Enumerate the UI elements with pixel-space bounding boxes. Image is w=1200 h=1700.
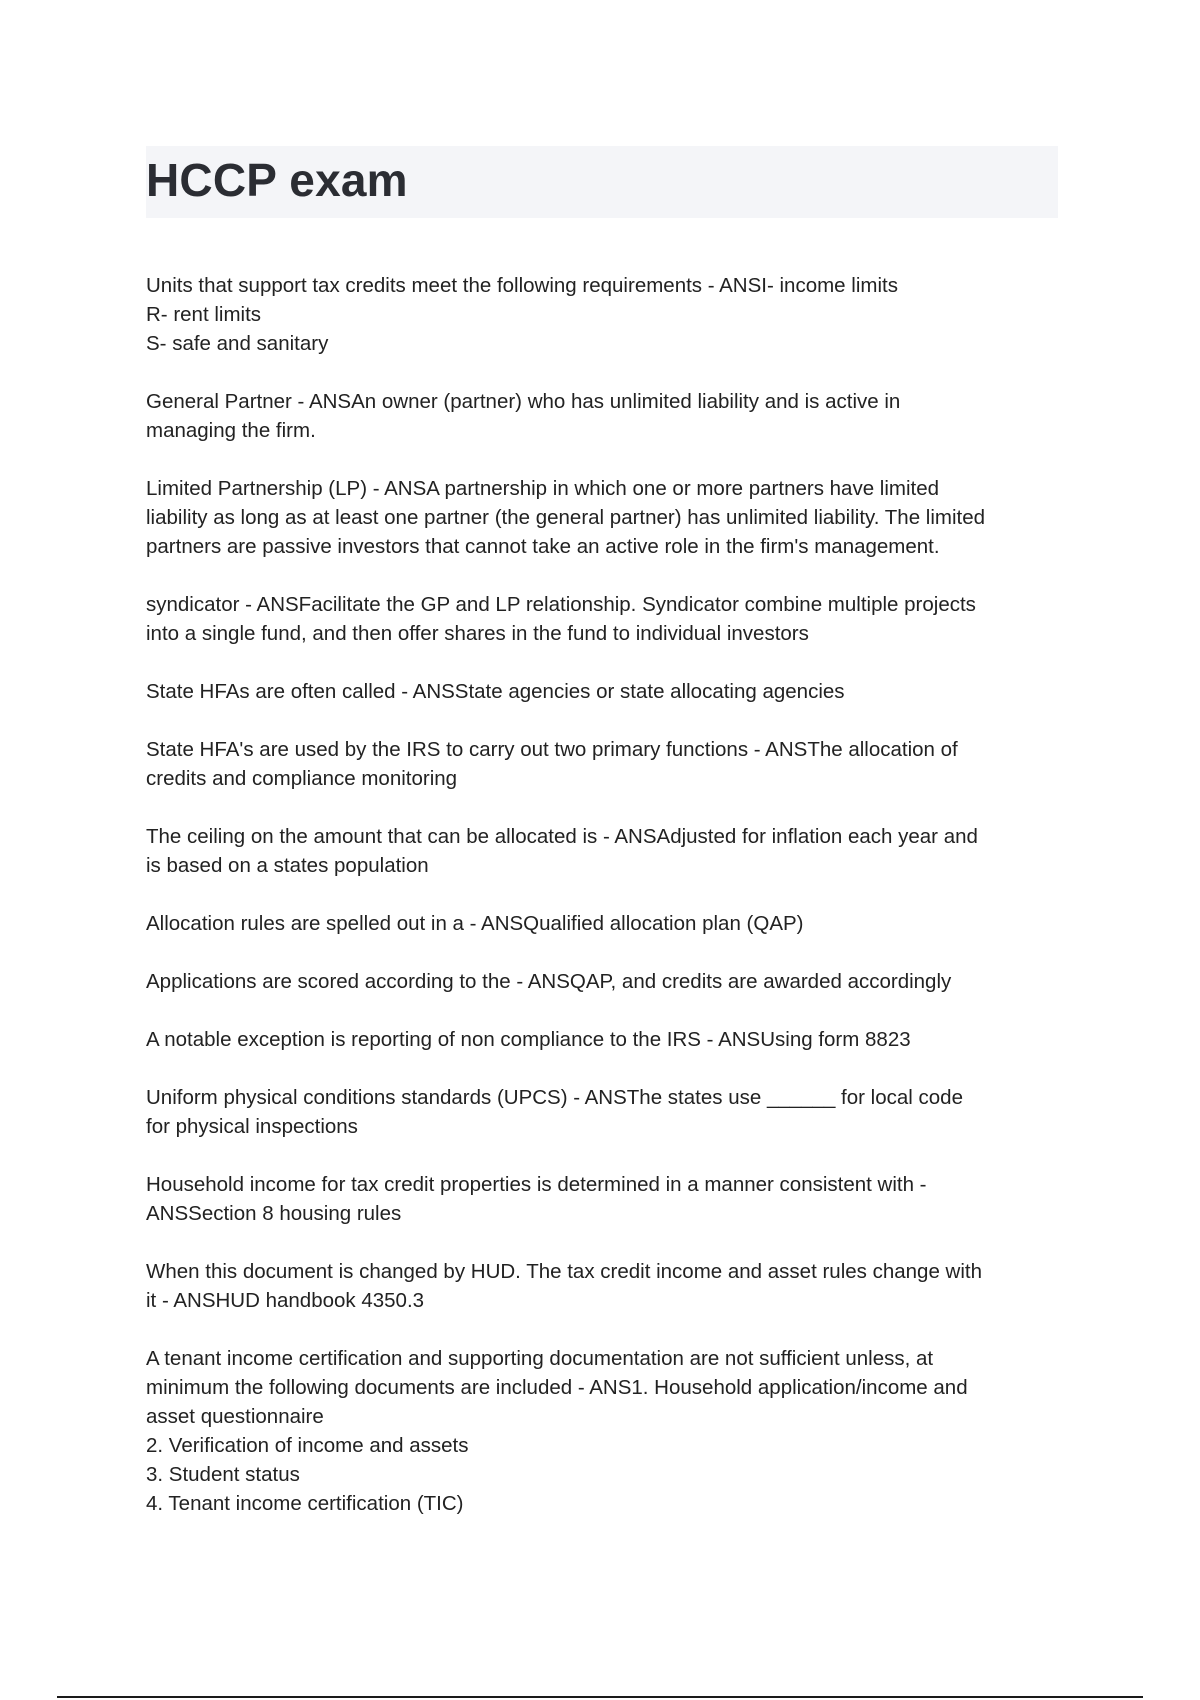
entry-line: When this document is changed by HUD. The tax credit income and asset rules change with	[146, 1260, 982, 1283]
flashcard-entry	[146, 677, 1066, 706]
entry-line: 3. Student status	[146, 1463, 300, 1486]
entry-line: for physical inspections	[146, 1115, 358, 1138]
entry-line: ANSSection 8 housing rules	[146, 1202, 402, 1225]
entry-line: Uniform physical conditions standards (UPCS) - ANSThe states use ______ for local code	[146, 1086, 963, 1109]
entry-line: is based on a states population	[146, 854, 429, 877]
flashcard-entry	[146, 271, 1066, 358]
flashcard-entry	[146, 590, 1066, 648]
entry-line: Household income for tax credit properties is determined in a manner consistent with -	[146, 1173, 927, 1196]
entry-line: minimum the following documents are included - ANS1. Household application/income and	[146, 1376, 968, 1399]
flashcard-entry	[146, 1170, 1066, 1228]
flashcard-entry	[146, 387, 1066, 445]
flashcard-entry	[146, 735, 1066, 793]
entry-line: A notable exception is reporting of non compliance to the IRS - ANSUsing form 8823	[146, 1028, 911, 1051]
entry-line: credits and compliance monitoring	[146, 767, 458, 790]
entry-line: Units that support tax credits meet the following requirements - ANSI- income limits	[146, 274, 898, 297]
flashcard-list	[146, 271, 1066, 1547]
entry-line: State HFA's are used by the IRS to carry out two primary functions - ANSThe allocation of	[146, 738, 958, 761]
entry-line: Limited Partnership (LP) - ANSA partnership in which one or more partners have limited	[146, 477, 940, 500]
flashcard-entry	[146, 474, 1066, 561]
entry-line: managing the firm.	[146, 419, 316, 442]
title-banner	[146, 146, 1058, 218]
entry-line: Allocation rules are spelled out in a - ANSQualified allocation plan (QAP)	[146, 912, 804, 935]
flashcard-entry	[146, 822, 1066, 880]
entry-line: S- safe and sanitary	[146, 332, 329, 355]
flashcard-entry	[146, 1257, 1066, 1315]
entry-line: liability as long as at least one partner (the general partner) has unlimited liability. The limited	[146, 506, 986, 529]
entry-line: A tenant income certification and supporting documentation are not sufficient unless, at	[146, 1347, 934, 1370]
entry-line: Applications are scored according to the - ANSQAP, and credits are awarded accordingly	[146, 970, 952, 993]
entry-line: The ceiling on the amount that can be allocated is - ANSAdjusted for inflation each year and	[146, 825, 978, 848]
flashcard-entry	[146, 1344, 1066, 1518]
entry-line: R- rent limits	[146, 303, 262, 326]
entry-line: it - ANSHUD handbook 4350.3	[146, 1289, 425, 1312]
entry-line: into a single fund, and then offer shares in the fund to individual investors	[146, 622, 809, 645]
entry-line: partners are passive investors that cannot take an active role in the firm's management.	[146, 535, 940, 558]
entry-line: 2. Verification of income and assets	[146, 1434, 469, 1457]
page-title: HCCP exam	[146, 154, 408, 206]
footer-divider	[57, 1696, 1143, 1698]
flashcard-entry	[146, 1083, 1066, 1141]
entry-line: State HFAs are often called - ANSState agencies or state allocating agencies	[146, 680, 845, 703]
flashcard-entry	[146, 1025, 1066, 1054]
entry-line: asset questionnaire	[146, 1405, 324, 1428]
entry-line: syndicator - ANSFacilitate the GP and LP relationship. Syndicator combine multiple projects	[146, 593, 976, 616]
flashcard-entry	[146, 909, 1066, 938]
entry-line: 4. Tenant income certification (TIC)	[146, 1492, 464, 1515]
flashcard-entry	[146, 967, 1066, 996]
entry-line: General Partner - ANSAn owner (partner) who has unlimited liability and is active in	[146, 390, 901, 413]
